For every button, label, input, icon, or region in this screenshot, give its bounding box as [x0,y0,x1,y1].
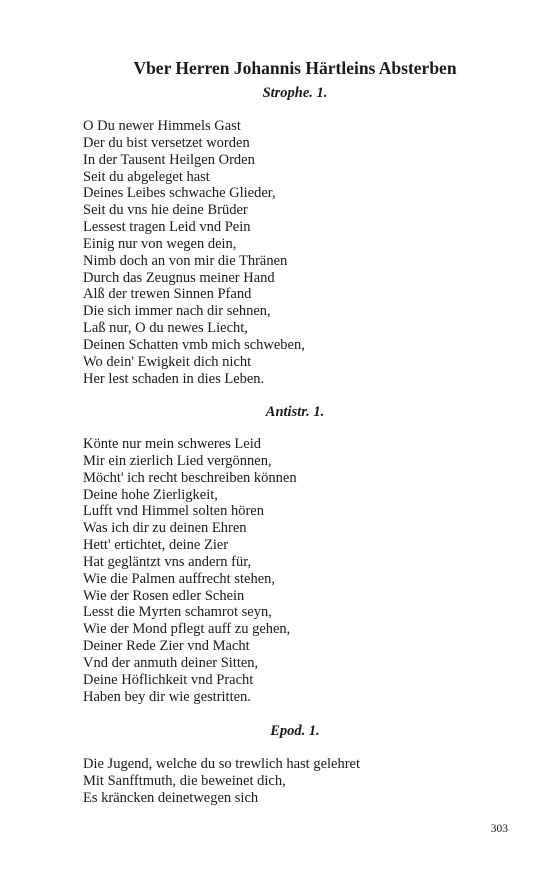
verse-line: Lessest tragen Leid vnd Pein [83,219,251,236]
verse-line: Hett' ertichtet, deine Zier [83,537,229,554]
verse-line: Seit du vns hie deine Brüder [83,202,248,219]
stanza-antistr-1 [83,436,297,706]
verse-line: Seit du abgeleget hast [83,168,210,185]
verse-line: Deiner Rede Zier vnd Macht [83,638,250,655]
verse-line: Haben bey dir wie gestritten. [83,688,251,705]
verse-line: Laß nur, O du newes Liecht, [83,320,248,337]
verse-line: Könte nur mein schweres Leid [83,436,261,452]
verse-line: Hat gegläntzt vns andern für, [83,553,252,570]
verse-line: Die sich immer nach dir sehnen, [83,303,271,320]
verse-line: Deines Leibes schwache Glieder, [83,185,276,202]
verse-line: Möcht' ich recht beschreiben können [83,469,297,486]
verse-line: Der du bist versetzet worden [83,134,250,151]
verse-line: Durch das Zeugnus meiner Hand [83,269,275,286]
verse-line: Her lest schaden in dies Leben. [83,370,265,387]
poem-title: Vber Herren Johannis Härtleins Absterben [133,58,457,78]
stanza-strophe-1 [83,118,305,388]
page-number: 303 [490,823,508,835]
verse-line: Die Jugend, welche du so trewlich hast gelehret [83,756,361,772]
verse-line: In der Tausent Heilgen Orden [83,151,255,168]
verse-line: Lufft vnd Himmel solten hören [83,503,264,520]
verse-line: Was ich dir zu deinen Ehren [83,520,247,537]
verse-line: Lesst die Myrten schamrot seyn, [83,604,272,621]
verse-line: Mir ein zierlich Lied vergönnen, [83,452,272,469]
section-heading-epod-1: Epod. 1. [270,723,320,739]
verse-line: O Du newer Himmels Gast [83,118,241,134]
verse-line: Deine hohe Zierligkeit, [83,486,218,503]
verse-line: Wie die Palmen auffrecht stehen, [83,570,276,587]
verse-line: Mit Sanfftmuth, die beweinet dich, [83,772,286,789]
verse-line: Wie der Rosen edler Schein [83,587,245,604]
verse-line: Nimb doch an von mir die Thränen [83,252,288,269]
verse-line: Einig nur von wegen dein, [83,235,237,252]
section-heading-antistr-1: Antistr. 1. [265,404,325,420]
verse-line: Wie der Mond pflegt auff zu gehen, [83,621,291,638]
verse-line: Wo dein' Ewigkeit dich nicht [83,353,252,370]
section-heading-strophe-1: Strophe. 1. [262,85,328,101]
stanza-epod-1 [83,756,360,807]
verse-line: Alß der trewen Sinnen Pfand [83,286,252,303]
verse-line: Deinen Schatten vmb mich schweben, [83,336,305,353]
verse-line: Es kräncken deinetwegen sich [83,789,259,806]
verse-line: Vnd der anmuth deiner Sitten, [83,654,259,671]
verse-line: Deine Höflichkeit vnd Pracht [83,671,254,688]
